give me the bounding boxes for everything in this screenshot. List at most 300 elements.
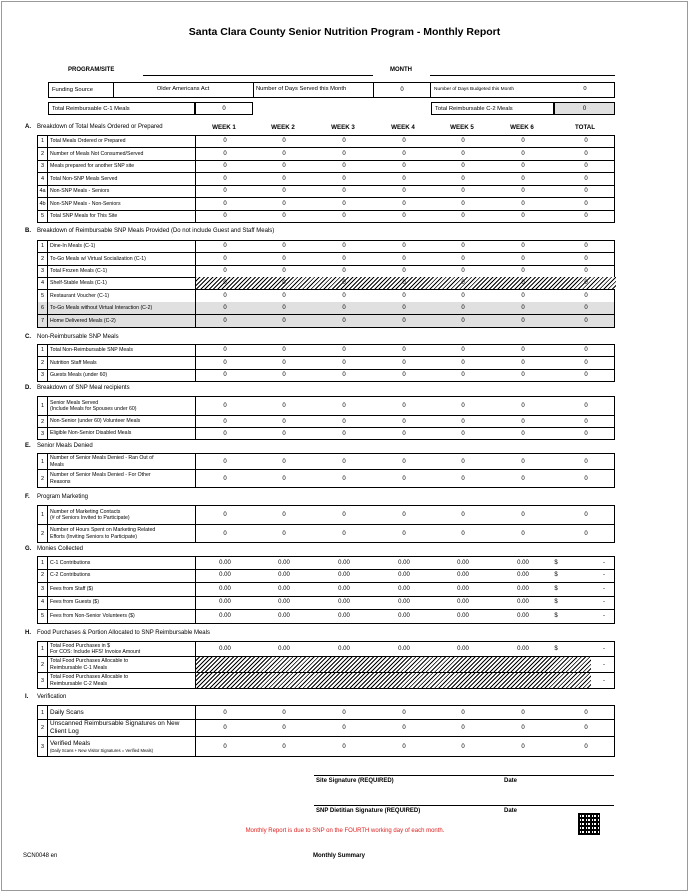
dollar-sign: $ <box>554 599 558 606</box>
week-cell[interactable]: 0 <box>223 162 227 169</box>
week-cell[interactable]: 0 <box>521 725 525 731</box>
row-number: 2 <box>38 720 48 736</box>
week-cell[interactable] <box>433 657 493 672</box>
week-cell[interactable]: 0 <box>282 292 286 299</box>
week-cell[interactable]: 0.00 <box>517 646 529 652</box>
week-cell[interactable]: 0 <box>342 430 346 437</box>
week-cell[interactable]: 0 <box>521 709 525 716</box>
week-cell[interactable] <box>314 657 374 672</box>
table-row <box>37 583 615 597</box>
week-cell[interactable]: 0 <box>223 175 227 182</box>
week-cell[interactable]: 0 <box>461 243 465 250</box>
week-cell[interactable]: 0 <box>223 212 227 219</box>
week-cell[interactable]: 0.00 <box>278 613 290 620</box>
week-cell[interactable]: 0 <box>223 150 227 157</box>
week-cell[interactable]: 0 <box>282 162 286 169</box>
week-cell[interactable]: 0 <box>282 725 286 731</box>
week-cell[interactable]: 0 <box>342 243 346 250</box>
week-cell[interactable]: 0 <box>282 475 286 482</box>
row-label-line2: Reimbursable C-1 Meals <box>50 664 108 671</box>
week-cell[interactable]: 0 <box>461 725 465 731</box>
week-cell[interactable]: 0 <box>402 359 406 366</box>
week-cell[interactable]: 0 <box>521 371 525 378</box>
week-cell[interactable]: 0 <box>282 255 286 262</box>
week-cell[interactable]: 0.00 <box>398 599 410 606</box>
row-number: 5 <box>38 610 48 623</box>
week-cell[interactable]: 0.00 <box>278 559 290 566</box>
week-cell[interactable]: 0 <box>342 292 346 299</box>
dietitian-signature-label: SNP Dietitian Signature (REQUIRED) <box>316 808 421 814</box>
site-signature-line[interactable] <box>314 775 614 776</box>
week-cell[interactable]: 0 <box>282 458 286 465</box>
week-cell[interactable]: 0 <box>402 279 406 286</box>
row-number: 3 <box>38 265 48 277</box>
week-cell[interactable]: 0 <box>342 725 346 731</box>
week-cell[interactable]: 0 <box>521 347 525 354</box>
week-cell[interactable]: 0.00 <box>219 613 231 620</box>
week-cell[interactable]: 0.00 <box>219 646 231 652</box>
week-cell[interactable]: 0 <box>223 430 227 437</box>
funding-source-value[interactable]: Older Americans Act <box>156 86 210 92</box>
total-cell: 0 <box>584 743 588 750</box>
week-cell[interactable]: 0 <box>402 512 406 518</box>
row-label <box>50 673 200 688</box>
week-cell[interactable]: 0 <box>402 175 406 182</box>
total-cell: 0 <box>584 709 588 716</box>
total-cell: 0 <box>584 150 588 157</box>
week-cell[interactable]: 0.00 <box>278 572 290 579</box>
week-cell[interactable]: 0.00 <box>517 586 529 593</box>
week-cell[interactable] <box>314 673 374 688</box>
column-header-1: WEEK 1 <box>212 124 236 131</box>
week-cell[interactable]: 0 <box>342 267 346 274</box>
row-number: 1 <box>38 397 48 415</box>
week-cell[interactable]: 0 <box>521 212 525 219</box>
total-cell: 0 <box>584 255 588 262</box>
week-cell[interactable]: 0.00 <box>457 559 469 566</box>
week-cell[interactable]: 0 <box>461 175 465 182</box>
week-cell[interactable]: 0.00 <box>517 559 529 566</box>
table-row <box>37 160 615 173</box>
week-cell[interactable]: 0 <box>402 200 406 207</box>
week-cell[interactable]: 0 <box>461 292 465 299</box>
total-cell: 0 <box>584 430 588 437</box>
week-cell[interactable]: 0 <box>282 187 286 194</box>
week-cell[interactable]: 0 <box>402 371 406 378</box>
table-row <box>37 173 615 186</box>
row-label-line2: Reasons <box>50 478 71 485</box>
week-cell[interactable]: 0 <box>282 243 286 250</box>
days-budgeted-value[interactable]: 0 <box>583 86 587 92</box>
week-cell[interactable]: 0.00 <box>338 559 350 566</box>
row-label-line1: Non-SNP Meals - Non-Seniors <box>50 200 121 207</box>
section-letter: D. <box>25 385 31 391</box>
week-cell[interactable]: 0 <box>282 267 286 274</box>
week-cell[interactable]: 0 <box>461 150 465 157</box>
week-cell[interactable]: 0 <box>461 530 465 537</box>
week-cell[interactable]: 0 <box>342 317 346 324</box>
table-row <box>37 277 615 290</box>
week-cell[interactable]: 0.00 <box>398 646 410 652</box>
row-number: 3 <box>38 737 48 756</box>
column-header-5: WEEK 5 <box>450 124 474 131</box>
week-cell[interactable]: 0 <box>282 175 286 182</box>
week-cell[interactable]: 0 <box>223 243 227 250</box>
week-cell[interactable]: 0.00 <box>219 572 231 579</box>
week-cell[interactable]: 0 <box>521 458 525 465</box>
week-cell[interactable]: 0.00 <box>338 613 350 620</box>
row-number: 2 <box>38 657 48 672</box>
week-cell[interactable]: 0.00 <box>398 613 410 620</box>
dollar-sign: $ <box>554 613 558 620</box>
row-label-line1: Fees from Guests ($) <box>50 599 100 606</box>
week-cell[interactable] <box>254 673 314 688</box>
week-cell[interactable]: 0 <box>402 162 406 169</box>
week-cell[interactable]: 0 <box>282 371 286 378</box>
week-cell[interactable]: 0 <box>521 317 525 324</box>
week-cell[interactable] <box>374 657 434 672</box>
section-title-text: Non-Reimbursable SNP Meals <box>37 334 119 340</box>
week-cell[interactable]: 0 <box>342 475 346 482</box>
week-cell[interactable]: 0 <box>223 347 227 354</box>
week-cell[interactable]: 0 <box>223 304 227 311</box>
row-label-line1: Total Meals Ordered or Prepared <box>50 138 126 145</box>
week-cell[interactable]: 0 <box>223 255 227 262</box>
row-number: 7 <box>38 315 48 327</box>
week-cell[interactable]: 0 <box>282 743 286 750</box>
row-label-line1: Number of Senior Meals Denied - For Other <box>50 472 151 479</box>
week-cell[interactable]: 0 <box>521 243 525 250</box>
week-cell[interactable]: 0 <box>342 403 346 409</box>
total-cell: 0 <box>584 347 588 354</box>
week-cell[interactable]: 0 <box>282 430 286 437</box>
row-label-line2: (# of Seniors Invited to Participate) <box>50 515 130 521</box>
dollar-sign: $ <box>554 559 558 566</box>
week-cell[interactable]: 0 <box>223 267 227 274</box>
row-label-line1: Unscanned Reimbursable Signatures on New <box>50 720 180 728</box>
week-cell[interactable]: 0.00 <box>457 586 469 593</box>
week-cell[interactable]: 0 <box>342 530 346 537</box>
row-number: 4 <box>38 596 48 609</box>
week-cell[interactable]: 0 <box>282 200 286 207</box>
week-cell[interactable]: 0 <box>402 347 406 354</box>
week-cell[interactable]: 0 <box>342 212 346 219</box>
week-cell[interactable]: 0.00 <box>517 613 529 620</box>
week-cell[interactable]: 0 <box>342 359 346 366</box>
row-number: 2 <box>38 525 48 542</box>
week-cell[interactable]: 0 <box>521 475 525 482</box>
week-cell[interactable]: 0 <box>282 512 286 518</box>
row-label <box>50 173 200 185</box>
week-cell[interactable]: 0 <box>342 255 346 262</box>
week-cell[interactable]: 0 <box>402 292 406 299</box>
week-cell[interactable]: 0 <box>461 347 465 354</box>
week-cell[interactable]: 0 <box>521 200 525 207</box>
week-cell[interactable]: 0 <box>521 279 525 286</box>
week-cell[interactable]: 0 <box>461 475 465 482</box>
total-cell: - <box>603 559 605 566</box>
days-budgeted-label: Number of Days Budgeted this Month <box>434 87 514 92</box>
week-cell[interactable]: 0 <box>521 512 525 518</box>
week-cell[interactable]: 0 <box>282 304 286 311</box>
week-cell[interactable]: 0.00 <box>219 599 231 606</box>
week-cell[interactable] <box>493 673 553 688</box>
week-cell[interactable]: 0 <box>402 403 406 409</box>
row-label <box>50 428 200 439</box>
week-cell[interactable]: 0 <box>223 200 227 207</box>
row-label <box>50 277 200 289</box>
section-letter: B. <box>25 228 31 234</box>
week-cell[interactable]: 0 <box>282 138 286 145</box>
week-cell[interactable]: 0 <box>461 458 465 465</box>
week-cell[interactable]: 0 <box>402 743 406 750</box>
week-cell[interactable]: 0.00 <box>457 599 469 606</box>
week-cell[interactable]: 0 <box>342 150 346 157</box>
week-cell[interactable]: 0.00 <box>338 599 350 606</box>
week-cell[interactable]: 0 <box>461 317 465 324</box>
section-title <box>25 385 130 391</box>
funding-source-label: Funding Source <box>52 87 93 93</box>
table-row <box>37 720 615 737</box>
week-cell[interactable]: 0 <box>282 418 286 425</box>
dietitian-signature-line[interactable] <box>314 805 614 806</box>
week-cell[interactable]: 0 <box>521 292 525 299</box>
row-label-line1: Number of Marketing Contacts <box>50 508 121 515</box>
week-cell[interactable]: 0.00 <box>398 586 410 593</box>
week-cell[interactable]: 0 <box>402 243 406 250</box>
dollar-sign: $ <box>554 646 558 652</box>
week-cell[interactable]: 0.00 <box>278 599 290 606</box>
week-cell[interactable]: 0 <box>223 530 227 537</box>
week-cell[interactable]: 0.00 <box>457 572 469 579</box>
week-cell[interactable]: 0 <box>342 304 346 311</box>
row-label <box>50 136 200 147</box>
row-label-line2: (Daily Scans + New Visitor Signatures = Verified Meals) <box>50 747 154 753</box>
week-cell[interactable]: 0 <box>402 430 406 437</box>
row-number: 5 <box>38 210 48 222</box>
week-cell[interactable]: 0 <box>342 200 346 207</box>
week-cell[interactable]: 0 <box>342 371 346 378</box>
table-row <box>37 673 615 689</box>
week-cell[interactable]: 0 <box>282 279 286 286</box>
week-cell[interactable]: 0 <box>461 512 465 518</box>
week-cell[interactable]: 0 <box>402 458 406 465</box>
week-cell[interactable]: 0.00 <box>517 572 529 579</box>
row-label-line1: Total Food Purchases Allocable to <box>50 658 129 665</box>
table-row <box>37 185 615 198</box>
total-cell: 0 <box>584 212 588 219</box>
row-number: 1 <box>38 706 48 719</box>
row-label-line1: Daily Scans <box>50 708 84 716</box>
row-label-line1: Meals prepared for another SNP site <box>50 162 135 169</box>
week-cell[interactable]: 0 <box>461 371 465 378</box>
row-number: 4b <box>38 198 48 210</box>
week-cell[interactable]: 0 <box>461 279 465 286</box>
week-cell[interactable]: 0 <box>342 187 346 194</box>
table-row <box>37 505 615 525</box>
week-cell[interactable]: 0 <box>223 475 227 482</box>
week-cell[interactable]: 0 <box>461 359 465 366</box>
week-cell[interactable]: 0.00 <box>338 646 350 652</box>
week-cell[interactable]: 0 <box>342 138 346 145</box>
week-cell[interactable]: 0.00 <box>278 586 290 593</box>
week-cell[interactable]: 0 <box>521 162 525 169</box>
days-served-value[interactable]: 0 <box>373 82 431 98</box>
week-cell[interactable]: 0 <box>402 418 406 425</box>
week-cell[interactable]: 0 <box>521 403 525 409</box>
week-cell[interactable]: 0 <box>342 279 346 286</box>
week-cell[interactable]: 0 <box>282 150 286 157</box>
program-site-field[interactable] <box>143 75 373 76</box>
week-cell[interactable]: 0 <box>402 150 406 157</box>
row-label <box>50 525 200 542</box>
week-cell[interactable]: 0 <box>461 187 465 194</box>
week-cell[interactable]: 0.00 <box>278 646 290 652</box>
week-cell[interactable]: 0 <box>461 200 465 207</box>
row-number: 5 <box>38 290 48 302</box>
week-cell[interactable]: 0.00 <box>219 586 231 593</box>
dollar-sign: $ <box>554 586 558 593</box>
week-cell[interactable]: 0 <box>461 743 465 750</box>
week-cell[interactable]: 0 <box>402 267 406 274</box>
week-cell[interactable]: 0.00 <box>338 572 350 579</box>
row-label-line2: Meals <box>50 461 64 468</box>
week-cell[interactable]: 0 <box>223 512 227 518</box>
week-cell[interactable]: 0 <box>461 255 465 262</box>
week-cell[interactable]: 0 <box>521 418 525 425</box>
week-cell[interactable]: 0 <box>282 212 286 219</box>
month-field[interactable] <box>430 75 615 76</box>
week-cell[interactable]: 0.00 <box>517 599 529 606</box>
week-cell[interactable]: 0 <box>223 279 227 286</box>
row-label <box>50 706 200 719</box>
week-cell[interactable]: 0 <box>342 743 346 750</box>
week-cell[interactable]: 0 <box>461 418 465 425</box>
row-label <box>50 302 200 314</box>
week-cell[interactable] <box>254 657 314 672</box>
week-cell[interactable]: 0 <box>402 304 406 311</box>
week-cell[interactable]: 0 <box>461 212 465 219</box>
row-label <box>50 397 200 415</box>
week-cell[interactable] <box>195 673 255 688</box>
week-cell[interactable]: 0 <box>282 530 286 537</box>
week-cell[interactable]: 0 <box>223 403 227 409</box>
week-cell[interactable]: 0 <box>342 347 346 354</box>
row-number: 2 <box>38 148 48 160</box>
table-row <box>37 135 615 148</box>
week-cell[interactable]: 0 <box>461 709 465 716</box>
week-cell[interactable]: 0 <box>521 138 525 145</box>
week-cell[interactable]: 0 <box>282 709 286 716</box>
week-cell[interactable]: 0 <box>402 212 406 219</box>
week-cell[interactable] <box>195 657 255 672</box>
week-cell[interactable]: 0 <box>223 317 227 324</box>
row-number: 3 <box>38 160 48 172</box>
week-cell[interactable]: 0 <box>342 709 346 716</box>
week-cell[interactable]: 0 <box>402 725 406 731</box>
week-cell[interactable]: 0 <box>223 418 227 425</box>
week-cell[interactable]: 0 <box>521 359 525 366</box>
table-row <box>37 596 615 610</box>
week-cell[interactable]: 0 <box>282 347 286 354</box>
total-cell: 0 <box>584 292 588 299</box>
week-cell[interactable]: 0 <box>461 304 465 311</box>
row-number: 1 <box>38 506 48 524</box>
week-cell[interactable]: 0 <box>282 317 286 324</box>
qr-code-icon <box>578 813 600 835</box>
week-cell[interactable]: 0.00 <box>219 559 231 566</box>
row-number: 2 <box>38 569 48 582</box>
week-cell[interactable]: 0 <box>342 162 346 169</box>
days-served-label: Number of Days Served this Month <box>256 86 347 92</box>
week-cell[interactable]: 0 <box>282 359 286 366</box>
week-cell[interactable]: 0 <box>342 175 346 182</box>
row-number: 1 <box>38 345 48 356</box>
row-label-line1: C-1 Contributions <box>50 559 91 566</box>
week-cell[interactable]: 0 <box>282 403 286 409</box>
week-cell[interactable]: 0 <box>521 304 525 311</box>
week-cell[interactable]: 0 <box>402 475 406 482</box>
week-cell[interactable]: 0 <box>461 430 465 437</box>
week-cell[interactable]: 0.00 <box>398 572 410 579</box>
week-cell[interactable]: 0 <box>521 187 525 194</box>
row-number: 3 <box>38 583 48 596</box>
week-cell[interactable]: 0 <box>402 709 406 716</box>
week-cell[interactable]: 0 <box>402 255 406 262</box>
week-cell[interactable]: 0 <box>521 150 525 157</box>
week-cell[interactable]: 0 <box>461 162 465 169</box>
week-cell[interactable]: 0 <box>521 430 525 437</box>
week-cell[interactable]: 0 <box>402 530 406 537</box>
week-cell[interactable]: 0 <box>521 175 525 182</box>
week-cell[interactable]: 0 <box>402 138 406 145</box>
section-title-text: Senior Meals Denied <box>37 443 93 449</box>
week-cell[interactable]: 0 <box>521 743 525 750</box>
week-cell[interactable]: 0 <box>223 359 227 366</box>
row-label-line1: Total Non-Reimbursable SNP Meals <box>50 347 133 354</box>
week-cell[interactable] <box>493 657 553 672</box>
week-cell[interactable]: 0 <box>223 743 227 750</box>
week-cell[interactable]: 0 <box>223 709 227 716</box>
week-cell[interactable]: 0 <box>521 530 525 537</box>
week-cell[interactable]: 0 <box>223 458 227 465</box>
week-cell[interactable]: 0 <box>461 403 465 409</box>
week-cell[interactable]: 0 <box>461 138 465 145</box>
week-cell[interactable]: 0 <box>342 512 346 518</box>
week-cell[interactable]: 0 <box>402 187 406 194</box>
week-cell[interactable]: 0 <box>402 317 406 324</box>
week-cell[interactable]: 0 <box>521 267 525 274</box>
week-cell[interactable]: 0.00 <box>338 586 350 593</box>
week-cell[interactable] <box>374 673 434 688</box>
column-header-6: WEEK 6 <box>510 124 534 131</box>
week-cell[interactable]: 0 <box>342 418 346 425</box>
week-cell[interactable] <box>433 673 493 688</box>
week-cell[interactable]: 0.00 <box>398 559 410 566</box>
week-cell[interactable]: 0.00 <box>457 613 469 620</box>
week-cell[interactable]: 0 <box>223 187 227 194</box>
week-cell[interactable]: 0 <box>342 458 346 465</box>
week-cell[interactable]: 0 <box>461 267 465 274</box>
week-cell[interactable]: 0 <box>223 292 227 299</box>
table-row <box>37 240 615 253</box>
week-cell[interactable]: 0 <box>521 255 525 262</box>
week-cell[interactable]: 0 <box>223 138 227 145</box>
week-cell[interactable]: 0 <box>223 725 227 731</box>
c2-total-label: Total Reimbursable C-2 Meals <box>431 102 554 115</box>
week-cell[interactable]: 0 <box>223 371 227 378</box>
week-cell[interactable]: 0.00 <box>457 646 469 652</box>
